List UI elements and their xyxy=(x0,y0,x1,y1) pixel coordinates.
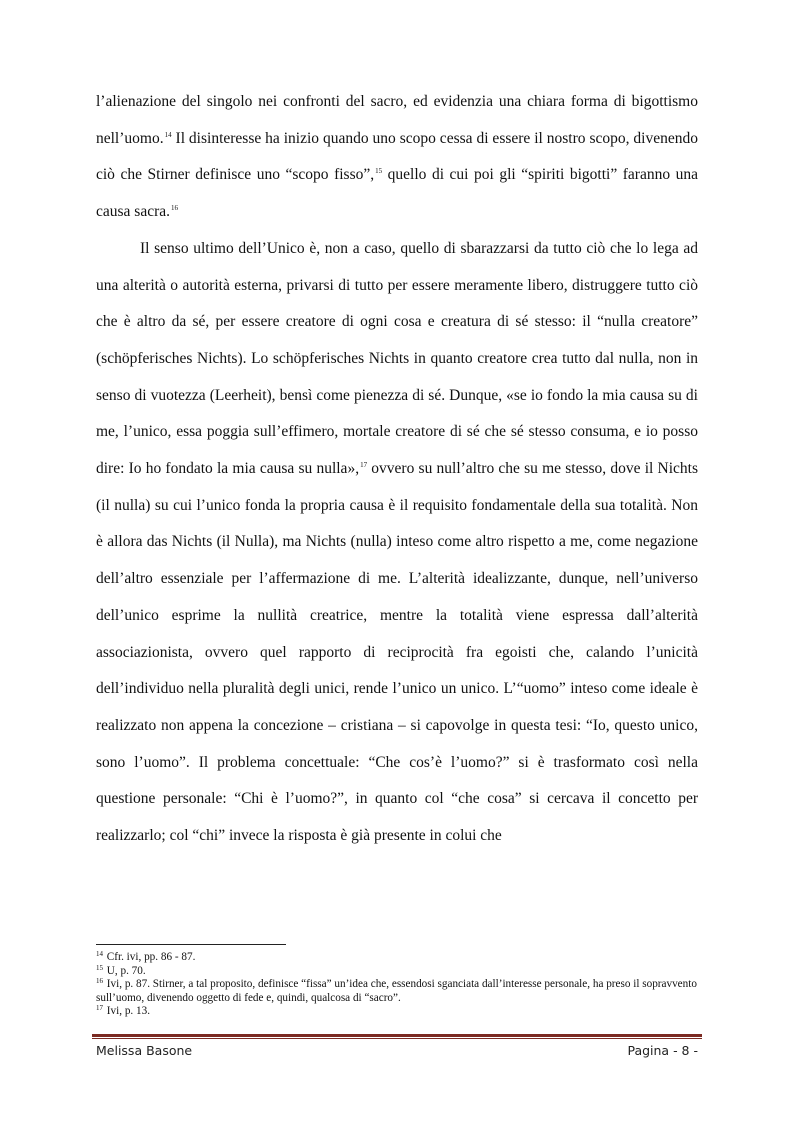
footnote-text: U, p. 70. xyxy=(104,964,146,977)
paragraph-2-text-2: ovvero su null’altro che su me stesso, dove il Nichts (il nulla) su cui l’unico fonda la propria causa è il requisito fondamentale della sua totalità. Non è allora das Nichts (il Nulla), ma Nichts (nulla) inteso come altro rispetto a me, come negazione dell’altro essenziale per l’affermazione di me. L’alterità idealizzante, dunque, nell’universo dell’unico esprime la nullità creatrice, mentre la totalità viene espressa dall’alterità associazionista, ovvero quel rapporto di reciprocità fra egoisti che, calando l’unicità dell’individuo nella pluralità degli unici, rende l’unico un unico. L’“uomo” inteso come ideale è realizzato non appena la concezione – cristiana – si capovolge in questa tesi: “Io, questo unico, sono l’uomo”. Il problema concettuale: “Che cos’è l’uomo?” si è trasformato così nella questione personale: “Chi è l’uomo?”, in quanto col “che cosa” si cercava il concetto per realizzarlo; col “chi” invece la risposta è già presente in colui che xyxy=(96,460,698,845)
paragraph-1 xyxy=(96,84,698,231)
footnote-ref-15[interactable]: 15 xyxy=(375,167,383,176)
footnote-14 xyxy=(96,951,698,965)
footer-author: Melissa Basone xyxy=(96,1043,193,1058)
paragraph-1-text-3: quello di cui poi gli “spiriti bigotti” faranno una causa sacra. xyxy=(96,166,698,221)
footnote-ref-16[interactable]: 16 xyxy=(171,204,179,213)
footnote-ref-17[interactable]: 17 xyxy=(360,461,368,470)
paragraph-1-text-1: l’alienazione del singolo nei confronti del sacro, ed evidenzia una chiara forma di bigottismo nell’uomo. xyxy=(96,93,698,147)
footnote-separator xyxy=(96,944,286,945)
page-footer xyxy=(96,1043,698,1058)
body-text xyxy=(96,84,698,855)
footer-rule-thin xyxy=(92,1038,702,1039)
footnotes xyxy=(96,951,698,1019)
paragraph-2-text-1: Il senso ultimo dell’Unico è, non a caso, quello di sbarazzarsi da tutto ciò che lo lega ad una alterità o autorità esterna, privarsi di tutto per essere meramente libero, distruggere tutto ciò che è altro da sé, per essere creatore di ogni cosa e creatura di sé stesso: il “nulla creatore” (schöpferisches Nichts). Lo schöpferisches Nichts in quanto creatore crea tutto dal nulla, non in senso di vuotezza (Leerheit), bensì come pienezza di sé. Dunque, «se io fondo la mia causa su di me, l’unico, essa poggia sull’effimero, mortale creatore di sé che sé stesso consuma, e io posso dire: Io ho fondato la mia causa su nulla», xyxy=(96,239,698,478)
footer-page-number: Pagina - 8 - xyxy=(627,1043,698,1058)
paragraph-1-text-2: Il disinteresse ha inizio quando uno scopo cessa di essere il nostro scopo, divenendo ciò che Stirner definisce uno “scopo fisso”, xyxy=(96,129,698,184)
footer-rule-thick xyxy=(92,1034,702,1037)
footnote-ref-14[interactable]: 14 xyxy=(164,130,172,139)
footnote-number: 16 xyxy=(96,977,103,986)
footnote-15 xyxy=(96,965,698,979)
footnote-text: Ivi, p. 87. Stirner, a tal proposito, definisce “fissa” un’idea che, essendosi sganciata dall’interesse personale, ha preso il sopravvento sull’uomo, divenendo oggetto di fede e, quindi, qualcosa di “sacro”. xyxy=(96,978,697,1004)
footnote-number: 17 xyxy=(96,1004,103,1013)
footnote-number: 14 xyxy=(96,950,103,958)
footnote-text: Cfr. ivi, pp. 86 - 87. xyxy=(104,951,196,963)
paragraph-2 xyxy=(96,231,698,855)
footnote-text: Ivi, p. 13. xyxy=(104,1005,150,1018)
footnote-number: 15 xyxy=(96,963,103,972)
footnote-16 xyxy=(96,978,698,1005)
footnote-17 xyxy=(96,1005,698,1019)
